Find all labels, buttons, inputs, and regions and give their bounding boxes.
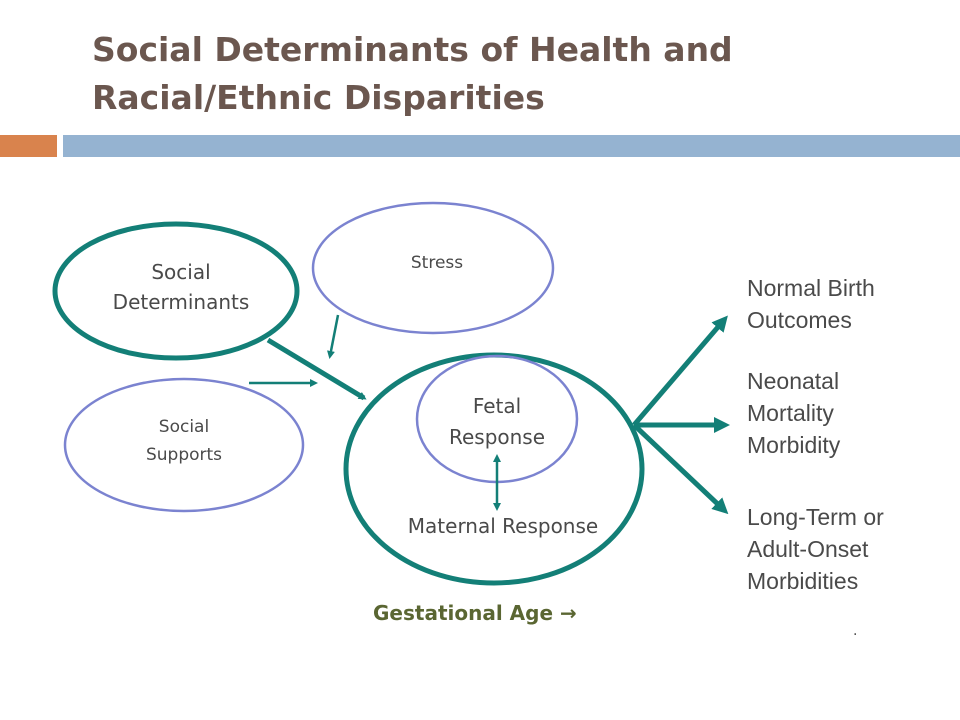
outcome-long-term-line1: Long-Term or <box>747 504 884 530</box>
maternal-response-label: Maternal Response <box>407 514 599 538</box>
stress-label: Stress <box>410 253 464 273</box>
outcome-long-term-line3: Morbidities <box>747 568 859 594</box>
outcome-neonatal-line1: Neonatal <box>747 368 840 394</box>
gestational-age-label: Gestational Age → <box>373 601 577 625</box>
stress-arrow <box>330 315 338 356</box>
social-determinants-arrow <box>268 340 364 398</box>
footnote-mark: . <box>853 623 858 639</box>
outcome-arrow-long-term <box>634 425 724 510</box>
social-determinants-label-line1: Social <box>151 260 211 284</box>
title-line-1: Social Determinants of Health and <box>92 30 733 69</box>
outcome-neonatal-line2: Mortality <box>747 400 834 426</box>
outcome-arrow-normal <box>634 320 724 425</box>
fetal-response-label-line1: Fetal <box>472 394 522 418</box>
outcome-long-term-line2: Adult-Onset <box>747 536 869 562</box>
maternal-response-node <box>346 355 642 583</box>
social-determinants-node <box>55 224 297 358</box>
social-determinants-label-line2: Determinants <box>112 290 250 314</box>
outcome-neonatal-line3: Morbidity <box>747 432 841 458</box>
social-supports-node <box>65 379 303 511</box>
outcome-normal-line1: Normal Birth <box>747 275 875 301</box>
outcome-normal <box>747 275 875 333</box>
title-line-2: Racial/Ethnic Disparities <box>92 78 545 117</box>
social-supports-label-line2: Supports <box>145 445 223 465</box>
fetal-response-label-line2: Response <box>448 425 546 449</box>
outcome-normal-line2: Outcomes <box>747 307 852 333</box>
stress-node <box>313 203 553 333</box>
outcome-neonatal <box>747 368 841 458</box>
maternal-ellipse <box>346 355 642 583</box>
social-supports-label-line1: Social <box>158 417 210 437</box>
outcome-long-term <box>747 504 884 594</box>
